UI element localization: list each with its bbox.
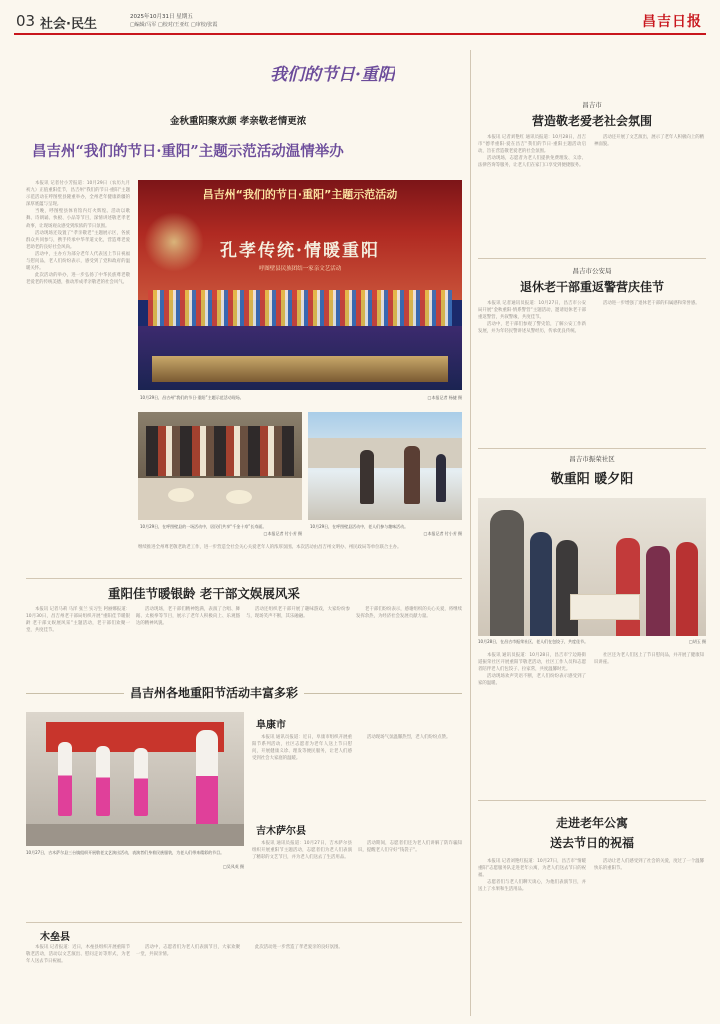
noodle-bowl — [168, 488, 194, 502]
story-d-paragraph: 活动让老人们感受到了社会的关爱，度过了一个温馨快乐的重阳节。 — [594, 859, 704, 872]
performers — [148, 290, 452, 326]
story-a-col-2 — [594, 134, 704, 252]
story-one-col-4 — [356, 606, 462, 676]
mulei-title: 木垒县 — [40, 932, 70, 943]
story-b-rule — [478, 448, 706, 449]
dance-photo-credit: □吴凤英 摄 — [222, 864, 244, 869]
story-c-col-2 — [594, 652, 704, 794]
story-c-org: 昌吉市振荣社区 — [569, 455, 615, 463]
stage-photo — [138, 180, 462, 390]
story-one-col-2 — [136, 606, 240, 676]
stage-slogan: 孔孝传统·情暖重阳 — [220, 241, 380, 261]
screen-pine — [144, 212, 204, 272]
story-one-col-3 — [246, 606, 350, 676]
header-rule — [14, 33, 706, 35]
dumpling-photo-credit: □胡玉 摄 — [688, 639, 706, 644]
story-c-rule — [478, 800, 706, 801]
section-name: 社会·民生 — [40, 17, 97, 32]
story-a-headline: 营造敬老爱老社会氛围 — [531, 114, 652, 128]
game-photo — [308, 412, 462, 520]
fukang-title: 阜康市 — [256, 720, 286, 731]
elder-figure — [556, 540, 578, 636]
dumpling-photo-caption: 10月28日，在昌吉市振荣社区，老人们在包饺子，共度佳节。 — [478, 639, 589, 644]
noodle-bowl — [226, 490, 252, 504]
fukang-paragraph: 活动现场气氛温馨热烈，老人们纷纷点赞。 — [367, 735, 451, 740]
story-b-headline: 退休老干部重返警营庆佳节 — [519, 280, 664, 294]
story-b-paragraph: 活动中，老干部们参观了警史馆，了解公安工作新发展，并为年轻民警讲述从警经历，传承优良传统。 — [478, 322, 586, 335]
elder-figure — [404, 446, 420, 504]
banner-title: 我们的节日·重阳 — [270, 65, 395, 85]
story-a-org: 昌吉市 — [582, 101, 602, 109]
stage-photo-credit: □本报记者 杨捷 摄 — [427, 395, 462, 400]
mulei-paragraph: 活动中，志愿者们为老人们表演节目，大家欢聚一堂，共叙亲情。 — [136, 945, 240, 958]
story-b-col-1 — [478, 300, 586, 442]
lead-paragraph: 此次活动的举办，进一步弘扬了中华民族尊老敬老爱老的传统美德，推动形成孝亲敬老的社会风气。 — [26, 273, 130, 286]
column-divider — [470, 50, 471, 1016]
lead-paragraph: 活动中，主办方为部分老年人代表送上节日祝福与慰问品，老人们纷纷表示，感受到了党和政府的温暖关怀。 — [26, 251, 130, 272]
stage-hall — [152, 356, 448, 382]
dancer — [96, 746, 110, 816]
lead-text-column — [26, 180, 130, 568]
noodle-photo-caption: 10月29日，在呼图壁县的一场活动中，居民们共享“千金十寿”长寿面。 — [140, 524, 267, 529]
story-d-paragraph: 志愿者们与老人们聊天谈心，为他们表演节目，并送上了水果和生活用品。 — [478, 880, 586, 893]
story-b-org: 昌吉市公安局 — [572, 267, 612, 275]
story-b-col-2 — [594, 300, 704, 442]
story-c-paragraph: 本报讯 通讯员报道：10月28日，昌吉市宁边路街道振荣社区开展重阳节敬老活动，社区工作人员和志愿者陪伴老人们包饺子、拉家常，共度温馨时光。 — [478, 653, 586, 673]
lead-headline: 昌吉州“我们的节日·重阳”主题示范活动温情举办 — [32, 143, 344, 160]
elder-figure — [490, 510, 524, 636]
dance-photo — [26, 712, 244, 846]
jimsar-col-2 — [358, 840, 462, 924]
story-a-paragraph: 活动还开展了文艺演出，展示了老年人积极向上的精神面貌。 — [594, 135, 704, 148]
story-d-col-2 — [594, 858, 704, 1016]
mulei-col-1 — [26, 944, 130, 1016]
story-d-headline-2: 送去节日的祝福 — [549, 836, 634, 850]
elder-figure — [646, 546, 670, 636]
page-number: 03 — [16, 12, 36, 30]
people-group — [146, 426, 294, 476]
dumpling-table — [570, 594, 640, 620]
fukang-paragraph: 本报讯 通讯员报道：近日，阜康市组织开展重阳节系列活动，社区志愿者为老年人送上节日慰问，开展健康义诊、理发等便民服务，让老人们感受到社会大家庭的温暖。 — [252, 735, 352, 762]
dance-photo-caption: 10月27日，吉木萨尔县三台镇组织开展敬老文艺演出活动，表演者们身着民族服装，为老人们带来精彩的节目。 — [26, 850, 225, 855]
story-c-headline: 敬重阳 暖夕阳 — [550, 472, 634, 487]
story-c-paragraph: 社区还为老人们送上了节日慰问品，并开展了健康知识讲座。 — [594, 653, 704, 666]
story-one-headline: 重阳佳节暖银龄 老干部文娱展风采 — [108, 586, 300, 601]
fukang-col-1 — [252, 734, 352, 806]
jimsar-paragraph: 活动期间，志愿者们还为老人们讲解了防诈骗知识，提醒老人们守好“钱袋子”。 — [358, 841, 462, 854]
page-header — [14, 10, 706, 34]
story-one-paragraph: 老干部们纷纷表示，感谢组织的关心关爱，将继续发挥余热，为经济社会发展贡献力量。 — [356, 607, 462, 620]
story-one-col-1 — [26, 606, 130, 676]
mulei-paragraph: 本报讯 记者报道：近日，木垒县组织开展重阳节敬老活动，活动以文艺演出、慰问走访等形式，为老年人送去节日祝福。 — [26, 945, 130, 965]
jimsar-paragraph: 本报讯 通讯员报道：10月27日，吉木萨尔县组织开展重阳节主题活动，志愿者们为老人们表演了精彩的文艺节目，并为老人们送去了生活用品。 — [252, 841, 352, 861]
elder-figure — [436, 454, 446, 502]
story-one-paragraph: 活动现场，老干部们精神饱满，表演了合唱、舞蹈、太极拳等节目，展示了老年人积极向上、乐观豁达的精神风貌。 — [136, 607, 240, 627]
noodle-photo — [138, 412, 302, 520]
elder-figure — [530, 532, 552, 636]
screen-title: 昌吉州“我们的节日·重阳”主题示范活动 — [202, 188, 398, 201]
story-one-rule — [26, 578, 462, 579]
story-b-paragraph: 本报讯 记者通讯员报道：10月27日，昌吉市公安局开展“金秋重阳·情系警营”主题活动，邀请退休老干部重返警营，共叙警缘，共度佳节。 — [478, 301, 586, 321]
events-title-bar — [26, 684, 462, 704]
story-d-headline-1: 走进老年公寓 — [555, 816, 628, 830]
issue-date: 2025年10月31日 星期五 — [130, 14, 193, 20]
story-c-paragraph: 活动现场欢声笑语不断，老人们纷纷表示感受到了家的温暖。 — [478, 674, 586, 687]
dancer — [134, 748, 148, 816]
game-photo-caption: 10月29日，在呼图壁县活动中，老人们参与趣味活动。 — [310, 524, 409, 529]
elder-figure — [676, 542, 698, 636]
lead-paragraph: 活动现场还设置了“孝亲敬老”主题展示区，各族群众共同参与，携手传承中华孝道文化，营造尊老爱老助老的良好社会风尚。 — [26, 230, 130, 250]
dancer — [58, 742, 72, 816]
game-photo-credit: □本报记者 付小芳 摄 — [423, 531, 462, 536]
banner-subtitle: 金秋重阳聚欢颜 孝亲敬老情更浓 — [170, 116, 307, 127]
elder-figure — [360, 450, 374, 504]
story-a-col-1 — [478, 134, 586, 252]
mulei-rule — [26, 922, 462, 923]
story-a-paragraph: 本报讯 记者刘艳红 通讯员报道：10月28日，昌吉市“德孝重阳·爱在昌吉”我们的节日·重阳主题活动启动，旨在营造敬老爱老的社会氛围。 — [478, 135, 586, 155]
stage-photo-caption: 10月29日，昌吉州“我们的节日·重阳”主题示范活动现场。 — [140, 395, 244, 400]
jimsar-col-1 — [252, 840, 352, 924]
dining-table — [138, 478, 302, 520]
story-d-col-1 — [478, 858, 586, 1016]
dumpling-photo — [478, 498, 706, 636]
story-a-paragraph: 活动现场，志愿者为老人们提供免费理发、义诊、法律咨询等服务，让老人们在家门口享受到便捷服务。 — [478, 156, 586, 169]
fukang-col-2 — [358, 734, 462, 806]
elder-figure — [616, 538, 640, 636]
events-section-title: 昌吉州各地重阳节活动丰富多彩 — [124, 684, 304, 701]
mulei-col-3 — [246, 944, 350, 1016]
mulei-paragraph: 此次活动进一步营造了孝老爱亲的良好氛围。 — [255, 945, 343, 950]
jimsar-title: 吉木萨尔县 — [256, 826, 306, 837]
noodle-photo-credit: □本报记者 付小芳 摄 — [263, 531, 302, 536]
editor-line: □编辑/马军 □校对/王亚红 □审校/张霞 — [130, 22, 218, 28]
dance-floor — [26, 824, 244, 846]
lead-paragraph: 当晚，呼图壁县体育馆内灯火辉煌。活动以歌舞、诗朗诵、快板、小品等节目，深情讲述敬老孝老故事，让现场观众感受到浓浓的节日氛围。 — [26, 209, 130, 229]
brand-logo: 昌吉日报 — [642, 14, 702, 30]
mulei-col-2 — [136, 944, 240, 1016]
story-b-paragraph: 活动进一步增强了退休老干部的归属感和荣誉感。 — [603, 301, 700, 306]
story-c-col-1 — [478, 652, 586, 794]
story-d-paragraph: 本报讯 记者刘艳红报道：10月27日，昌吉市“情暖重阳”志愿服务队走进老年公寓，为老人们送去节日的祝福。 — [478, 859, 586, 879]
stage-subtitle: 呼图壁县民族团结一家亲文艺活动 — [258, 266, 342, 272]
story-one-paragraph: 本报讯 记者马莉 马洋 张兰 实习生 阿丽娜报道：10月30日，昌吉州老干部局组织开展“重阳佳节暖银龄 老干部文娱展风采”主题活动，老干部们欢聚一堂，共度佳节。 — [26, 607, 130, 634]
story-one-paragraph: 活动还组织老干部开展了趣味游戏，大家纷纷参与，现场笑声不断，其乐融融。 — [246, 607, 350, 620]
lead-paragraph: 本报讯 记者付小芳报道：10月29日（农历九月初九）正值重阳佳节，昌吉州“我们的节日·重阳”主题示范活动在呼图壁县隆重举办，全州老年健康新疆的深厚底蕴与呈现。 — [26, 181, 130, 208]
lead-continuation: 继续推进全州尊老敬老助老工作，进一步营造全社会关心关爱老年人的浓厚氛围。本次活动由昌吉州文明办、州民政局等单位联合主办。 — [138, 545, 402, 550]
story-a-rule — [478, 258, 706, 259]
